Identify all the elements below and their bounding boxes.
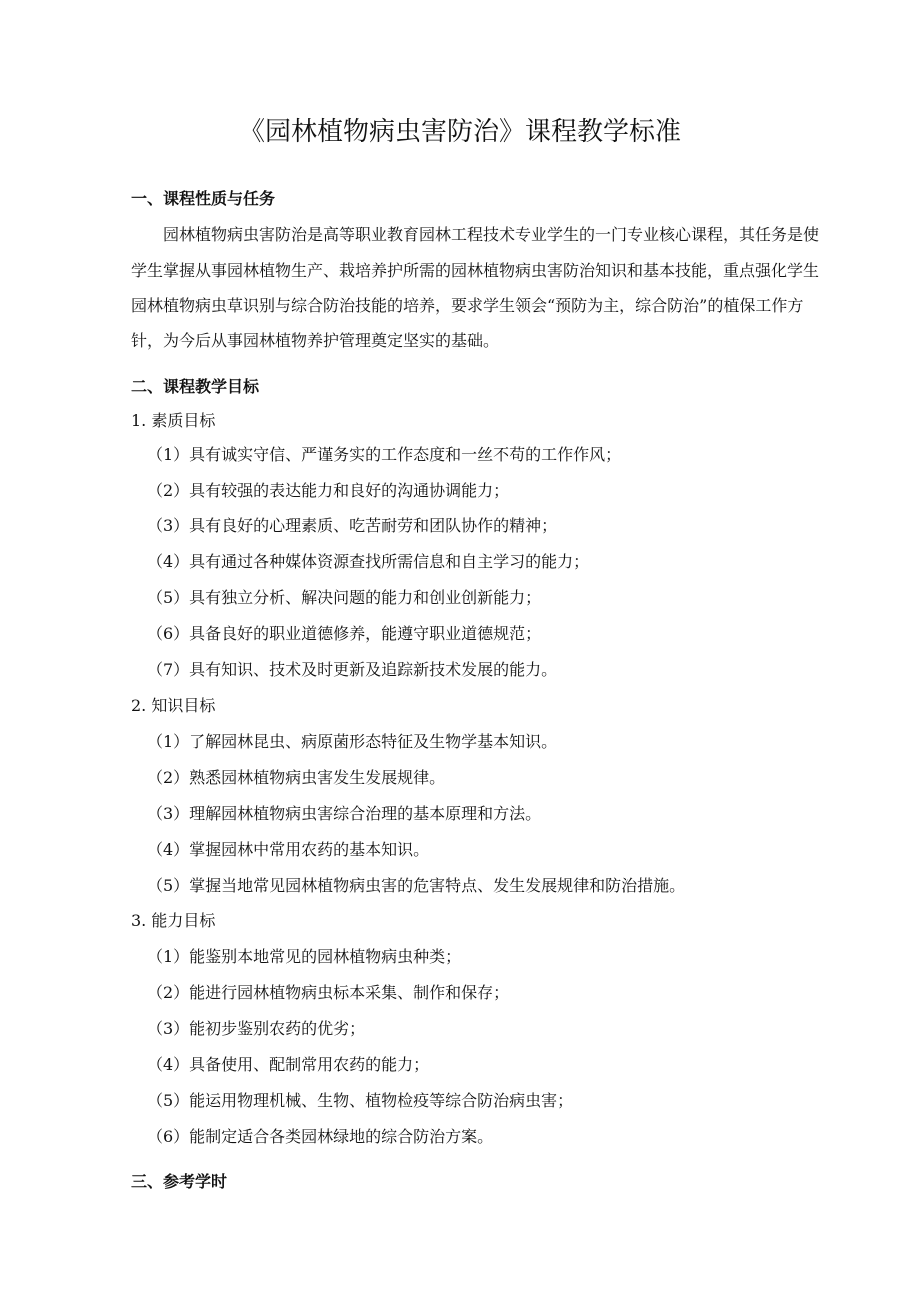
list-item: （3）具有良好的心理素质、吃苦耐劳和团队协作的精神； (147, 516, 558, 535)
paragraph-line: 园林植物病虫草识别与综合防治技能的培养，要求学生领会“预防为主，综合防治”的植保工作方 (131, 296, 804, 315)
list-item: （4）掌握园林中常用农药的基本知识。 (147, 840, 430, 859)
paragraph-line: 学生掌握从事园林植物生产、栽培养护所需的园林植物病虫害防治知识和基本技能，重点强化学生 (131, 261, 820, 280)
list-item: （1）能鉴别本地常见的园林植物病虫种类； (147, 947, 462, 966)
subheading-ability-goals: 3. 能力目标 (131, 911, 216, 930)
subheading-quality-goals: 1. 素质目标 (131, 411, 216, 430)
list-item: （1）具有诚实守信、严谨务实的工作态度和一丝不苟的工作作风； (147, 445, 622, 464)
list-item: （6）具备良好的职业道德修养，能遵守职业道德规范； (147, 624, 542, 643)
list-item: （1）了解园林昆虫、病原菌形态特征及生物学基本知识。 (147, 732, 558, 751)
paragraph-line: 园林植物病虫害防治是高等职业教育园林工程技术专业学生的一门专业核心课程，其任务是使 (163, 225, 820, 244)
list-item: （5）掌握当地常见园林植物病虫害的危害特点、发生发展规律和防治措施。 (147, 876, 686, 895)
paragraph-line: 针，为今后从事园林植物养护管理奠定坚实的基础。 (131, 331, 500, 350)
list-item: （5）能运用物理机械、生物、植物检疫等综合防治病虫害； (147, 1091, 574, 1110)
section-heading-teaching-goals: 二、课程教学目标 (131, 377, 260, 396)
list-item: （2）具有较强的表达能力和良好的沟通协调能力； (147, 481, 510, 500)
list-item: （7）具有知识、技术及时更新及追踪新技术发展的能力。 (147, 660, 558, 679)
document-title: 《园林植物病虫害防治》课程教学标准 (238, 117, 681, 147)
list-item: （5）具有独立分析、解决问题的能力和创业创新能力； (147, 588, 542, 607)
subheading-knowledge-goals: 2. 知识目标 (131, 696, 216, 715)
list-item: （6）能制定适合各类园林绿地的综合防治方案。 (147, 1127, 494, 1146)
list-item: （2）熟悉园林植物病虫害发生发展规律。 (147, 768, 446, 787)
list-item: （4）具有通过各种媒体资源查找所需信息和自主学习的能力； (147, 552, 590, 571)
list-item: （3）理解园林植物病虫害综合治理的基本原理和方法。 (147, 804, 542, 823)
section-heading-reference-hours: 三、参考学时 (131, 1172, 228, 1191)
list-item: （2）能进行园林植物病虫标本采集、制作和保存； (147, 983, 510, 1002)
section-heading-course-nature: 一、课程性质与任务 (131, 189, 276, 208)
list-item: （4）具备使用、配制常用农药的能力； (147, 1055, 430, 1074)
list-item: （3）能初步鉴别农药的优劣； (147, 1019, 366, 1038)
